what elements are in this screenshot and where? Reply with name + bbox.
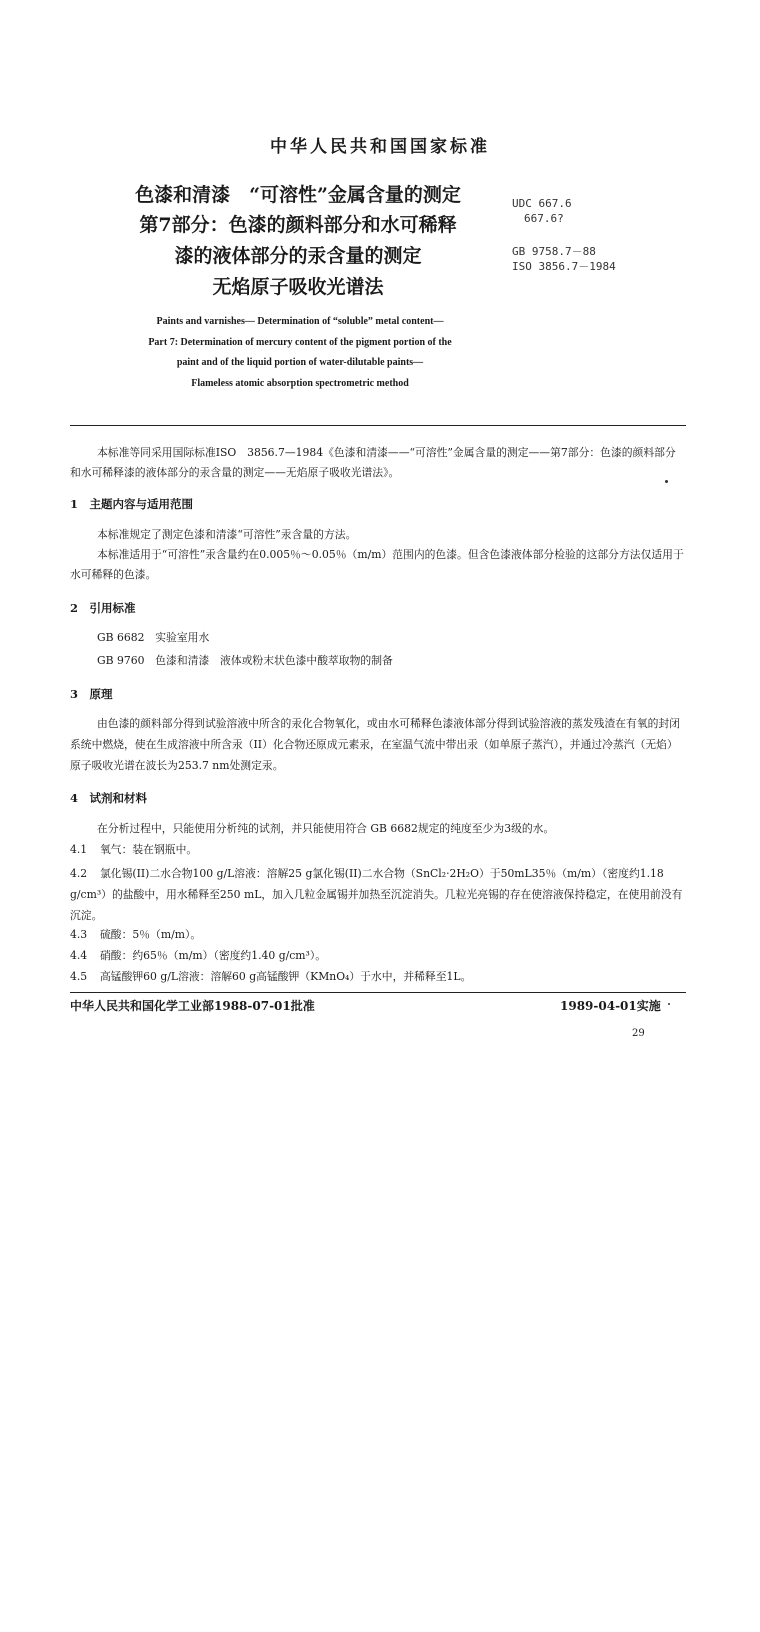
top-divider <box>70 425 686 426</box>
list-item <box>70 946 686 966</box>
item-number: 4.4 <box>70 949 88 962</box>
section-1-paragraph-2: 本标准适用于“可溶性”汞含量约在0.005％～0.05％（m/m）范围内的色漆。但含色漆液体部分检验的这部分方法仅适用于水可稀释的色漆。 <box>70 548 684 581</box>
scan-speck <box>668 1003 670 1005</box>
title-en-line-1: Paints and varnishes— Determination of “soluble” metal content— <box>156 316 444 327</box>
list-item <box>70 863 686 926</box>
approval-date: 中华人民共和国化学工业部1988-07-01批准 <box>70 999 315 1013</box>
list-item <box>70 840 686 860</box>
document-header: 中华人民共和国国家标准 <box>270 137 490 157</box>
reference-gb9760: GB 9760 色漆和清漆 液体或粉末状色漆中酸萃取物的制备 <box>97 654 393 667</box>
item-number: 4.2 <box>70 867 88 880</box>
section-1-heading: 1 主题内容与适用范围 <box>70 497 194 511</box>
list-item <box>70 967 686 987</box>
title-cn-line-1: 色漆和清漆 “可溶性”金属含量的测定 <box>135 184 461 206</box>
section-3-heading: 3 原理 <box>70 687 113 701</box>
intro-paragraph: 本标准等同采用国际标准ISO 3856.7—1984《色漆和清漆——“可溶性”金属含量的测定——第7部分：色漆的颜料部分和水可稀释漆的液体部分的汞含量的测定——无焰原子吸收光谱法》。 <box>70 446 676 479</box>
item-text: 氯化锡(II)二水合物100 g/L溶液：溶解25 g氯化锡(II)二水合物（SnCl₂·2H₂O）于50mL35％（m/m）（密度约1.18 g/cm³）的盐酸中，用水稀释至250 mL，加入几粒金属锡并加热至沉淀消失。几粒光亮锡的存在使溶液保持稳定，在使用前没有沉淀。 <box>70 867 683 922</box>
list-item <box>70 925 686 945</box>
item-text: 高锰酸钾60 g/L溶液：溶解60 g高锰酸钾（KMnO₄）于水中，并稀释至1L。 <box>100 970 472 983</box>
scan-speck <box>665 480 668 483</box>
udc-line-2: 667.6? <box>524 212 564 225</box>
item-text: 硝酸：约65％（m/m）（密度约1.40 g/cm³）。 <box>100 949 327 962</box>
title-en-line-2: Part 7: Determination of mercury content of the pigment portion of the <box>148 337 452 348</box>
section-4-paragraph: 在分析过程中，只能使用分析纯的试剂，并只能使用符合 GB 6682规定的纯度至少为3级的水。 <box>97 822 555 835</box>
page-number: 29 <box>632 1028 645 1039</box>
title-en-line-4: Flameless atomic absorption spectrometric method <box>191 378 409 389</box>
title-cn-line-2: 第7部分：色漆的颜料部分和水可稀释 <box>139 214 457 236</box>
item-text: 硫酸：5％（m/m）。 <box>100 928 202 941</box>
std-number-gb: GB 9758.7－88 <box>512 245 596 258</box>
section-3-paragraph: 由色漆的颜料部分得到试验溶液中所含的汞化合物氧化，或由水可稀释色漆液体部分得到试验溶液的蒸发残渣在有氧的封闭系统中燃烧，使在生成溶液中所含汞（II）化合物还原成元素汞，在室温气流中带出汞（如单原子蒸汽），并通过冷蒸汽（无焰）原子吸收光谱在波长为253.7 nm处测定汞。 <box>70 717 681 772</box>
item-number: 4.1 <box>70 843 88 856</box>
section-1-paragraph-1: 本标准规定了测定色漆和清漆“可溶性”汞含量的方法。 <box>97 528 357 541</box>
std-number-iso: ISO 3856.7－1984 <box>512 260 616 273</box>
title-cn-line-3: 漆的液体部分的汞含量的测定 <box>174 245 422 267</box>
udc-line-1: UDC 667.6 <box>512 197 572 210</box>
title-en-line-3: paint and of the liquid portion of water-dilutable paints— <box>176 357 424 368</box>
item-number: 4.3 <box>70 928 88 941</box>
reference-gb6682: GB 6682 实验室用水 <box>97 631 210 644</box>
section-2-heading: 2 引用标准 <box>70 601 136 615</box>
section-4-heading: 4 试剂和材料 <box>70 791 148 805</box>
bottom-divider <box>70 992 686 993</box>
title-cn-line-4: 无焰原子吸收光谱法 <box>212 276 384 298</box>
item-number: 4.5 <box>70 970 88 983</box>
effective-date: 1989-04-01实施 <box>560 999 661 1013</box>
item-text: 氧气：装在钢瓶中。 <box>100 843 198 856</box>
